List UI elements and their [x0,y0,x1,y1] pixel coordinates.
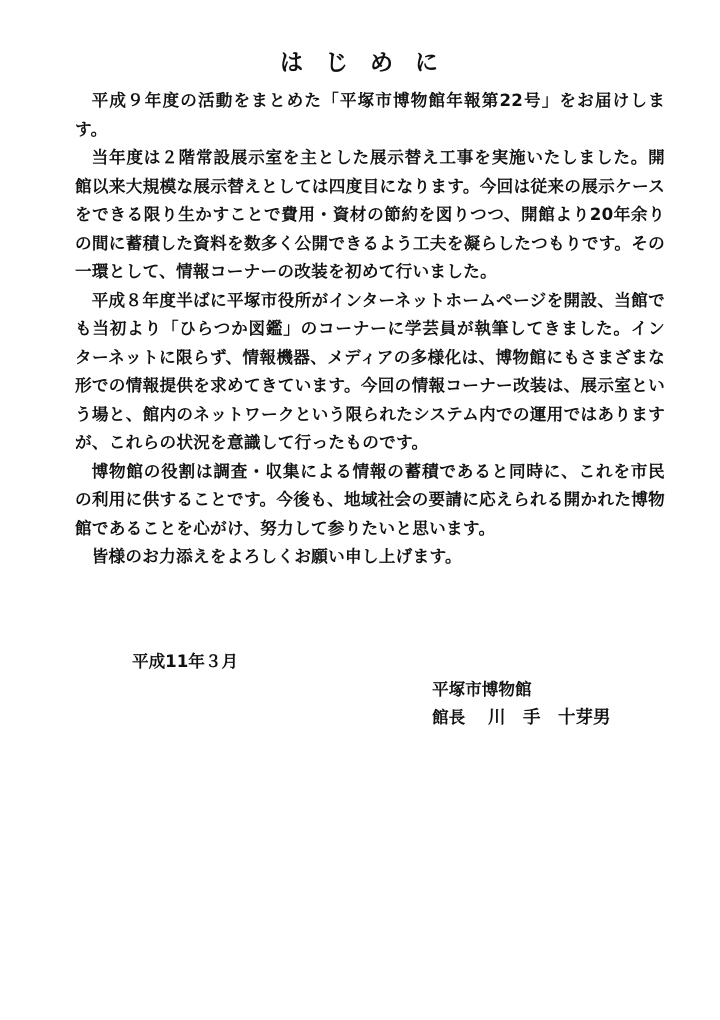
document-date: 平成11年３月 [132,652,239,671]
signature-line [432,704,611,729]
paragraph-5: 皆様のお力添えをよろしくお願い申し上げます。 [91,547,462,566]
paragraph-3: 平成８年度半ばに平塚市役所がインターネットホームページを開設、当館でも当初より「ひらつか図鑑」のコーナーに学芸員が執筆してきました。インターネットに限らず、情報機器、メディアの多様化は、博物館にもさまざまな形での情報提供を求めてきています。今回の情報コーナー改装は、展示室という場と、館内のネットワークという限られたシステム内での運用ではありますが、これらの状況を意識して行ったものです。 [75,290,665,452]
signature-role: 館長 [432,708,466,727]
signature-organization: 平塚市博物館 [432,680,532,699]
paragraph-2: 当年度は２階常設展示室を主とした展示替え工事を実施いたしました。開館以来大規模な展示替えとしては四度目になります。今回は従来の展示ケースをできる限り生かすことで費用・資材の節約を図りつつ、開館より20年余りの間に蓄積した資料を数多く公開できるよう工夫を凝らしたつもりです。その一環として、情報コーナーの改装を初めて行いました。 [75,148,665,281]
page-title: はじめに [280,50,460,76]
signature-name: 川 手 十芽男 [488,708,611,728]
paragraph-4: 博物館の役割は調査・収集による情報の蓄積であると同時に、これを市民の利用に供することです。今後も、地域社会の要請に応えられる開かれた博物館であることを心がけ、努力して参りたいと思います。 [75,461,665,538]
paragraph-1: 平成９年度の活動をまとめた「平塚市博物館年報第22号」をお届けします。 [75,91,665,139]
document-body [75,87,665,572]
